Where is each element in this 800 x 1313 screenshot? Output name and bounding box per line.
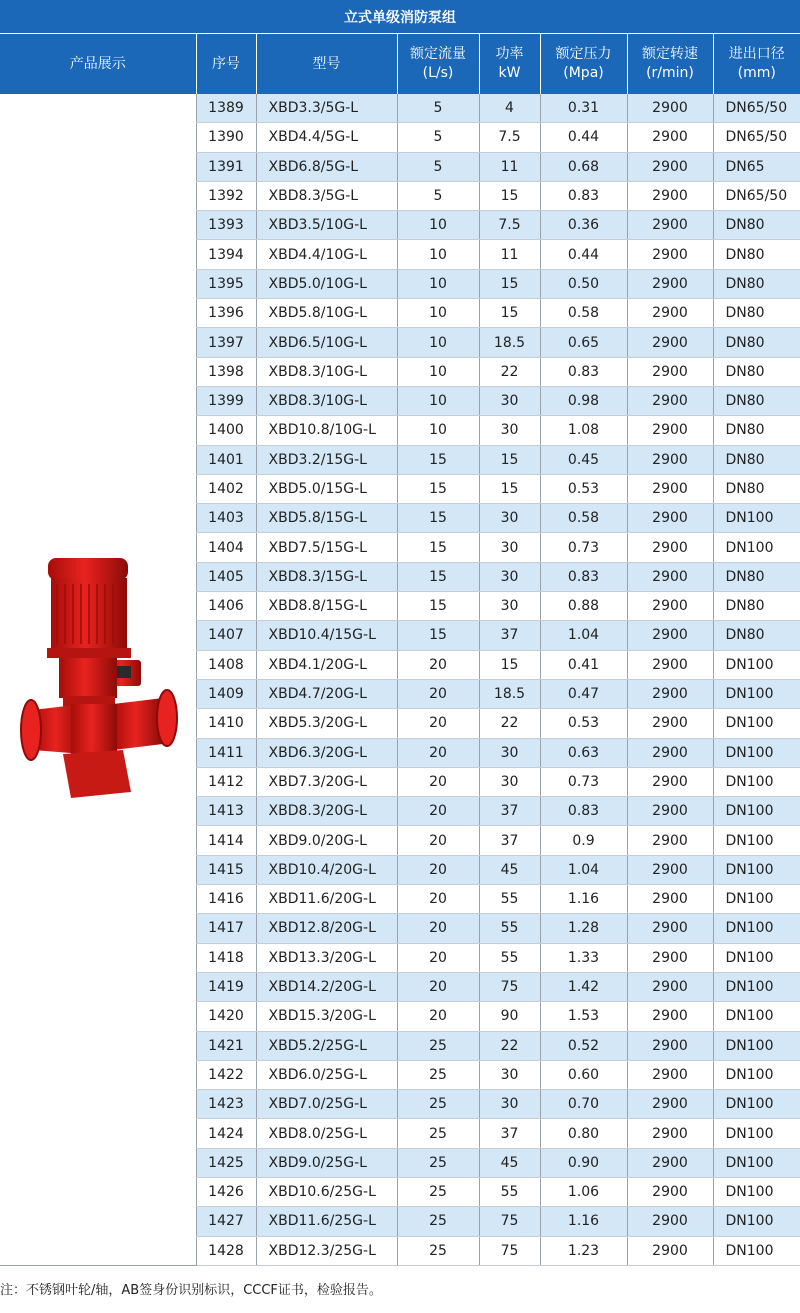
serial-cell: 1393 xyxy=(196,211,256,240)
port-cell: DN100 xyxy=(713,943,800,972)
model-cell: XBD5.8/10G-L xyxy=(256,299,397,328)
serial-cell: 1419 xyxy=(196,972,256,1001)
serial-cell: 1410 xyxy=(196,709,256,738)
power-cell: 18.5 xyxy=(479,679,540,708)
speed-cell: 2900 xyxy=(627,240,713,269)
speed-cell: 2900 xyxy=(627,533,713,562)
model-cell: XBD5.8/15G-L xyxy=(256,504,397,533)
power-cell: 45 xyxy=(479,1148,540,1177)
model-cell: XBD7.5/15G-L xyxy=(256,533,397,562)
speed-cell: 2900 xyxy=(627,650,713,679)
power-cell: 30 xyxy=(479,416,540,445)
pressure-cell: 0.80 xyxy=(540,1119,627,1148)
pressure-cell: 0.70 xyxy=(540,1090,627,1119)
pressure-cell: 1.04 xyxy=(540,621,627,650)
speed-cell: 2900 xyxy=(627,1031,713,1060)
speed-cell: 2900 xyxy=(627,1236,713,1265)
port-cell: DN80 xyxy=(713,474,800,503)
speed-cell: 2900 xyxy=(627,1002,713,1031)
pressure-cell: 0.31 xyxy=(540,94,627,123)
speed-cell: 2900 xyxy=(627,504,713,533)
model-cell: XBD5.3/20G-L xyxy=(256,709,397,738)
speed-cell: 2900 xyxy=(627,152,713,181)
table-title: 立式单级消防泵组 xyxy=(0,0,800,33)
port-cell: DN100 xyxy=(713,885,800,914)
power-cell: 15 xyxy=(479,269,540,298)
speed-cell: 2900 xyxy=(627,123,713,152)
model-cell: XBD8.8/15G-L xyxy=(256,592,397,621)
flow-cell: 20 xyxy=(397,679,479,708)
serial-cell: 1417 xyxy=(196,914,256,943)
flow-cell: 20 xyxy=(397,767,479,796)
port-cell: DN65 xyxy=(713,152,800,181)
port-cell: DN80 xyxy=(713,357,800,386)
flow-cell: 25 xyxy=(397,1148,479,1177)
serial-cell: 1412 xyxy=(196,767,256,796)
speed-cell: 2900 xyxy=(627,826,713,855)
speed-cell: 2900 xyxy=(627,562,713,591)
pressure-cell: 1.53 xyxy=(540,1002,627,1031)
power-cell: 15 xyxy=(479,474,540,503)
power-cell: 15 xyxy=(479,650,540,679)
model-cell: XBD14.2/20G-L xyxy=(256,972,397,1001)
serial-cell: 1395 xyxy=(196,269,256,298)
pressure-cell: 0.9 xyxy=(540,826,627,855)
power-cell: 37 xyxy=(479,1119,540,1148)
serial-cell: 1424 xyxy=(196,1119,256,1148)
power-cell: 75 xyxy=(479,972,540,1001)
port-cell: DN100 xyxy=(713,1148,800,1177)
model-cell: XBD3.5/10G-L xyxy=(256,211,397,240)
speed-cell: 2900 xyxy=(627,797,713,826)
flow-cell: 20 xyxy=(397,650,479,679)
power-cell: 22 xyxy=(479,1031,540,1060)
port-cell: DN65/50 xyxy=(713,181,800,210)
serial-cell: 1398 xyxy=(196,357,256,386)
fire-pump-icon xyxy=(13,554,183,804)
pressure-cell: 0.41 xyxy=(540,650,627,679)
flow-cell: 15 xyxy=(397,474,479,503)
speed-cell: 2900 xyxy=(627,972,713,1001)
flow-cell: 15 xyxy=(397,504,479,533)
pressure-cell: 0.60 xyxy=(540,1060,627,1089)
speed-cell: 2900 xyxy=(627,1060,713,1089)
speed-cell: 2900 xyxy=(627,474,713,503)
port-cell: DN100 xyxy=(713,1031,800,1060)
flow-cell: 10 xyxy=(397,240,479,269)
port-cell: DN80 xyxy=(713,562,800,591)
port-cell: DN80 xyxy=(713,211,800,240)
header-flow: 额定流量 (L/s) xyxy=(397,34,479,94)
serial-cell: 1420 xyxy=(196,1002,256,1031)
model-cell: XBD4.7/20G-L xyxy=(256,679,397,708)
serial-cell: 1397 xyxy=(196,328,256,357)
model-cell: XBD9.0/20G-L xyxy=(256,826,397,855)
model-cell: XBD8.3/10G-L xyxy=(256,386,397,415)
speed-cell: 2900 xyxy=(627,1148,713,1177)
flow-cell: 10 xyxy=(397,416,479,445)
model-cell: XBD3.2/15G-L xyxy=(256,445,397,474)
serial-cell: 1394 xyxy=(196,240,256,269)
speed-cell: 2900 xyxy=(627,1207,713,1236)
model-cell: XBD6.8/5G-L xyxy=(256,152,397,181)
speed-cell: 2900 xyxy=(627,1177,713,1206)
pressure-cell: 0.47 xyxy=(540,679,627,708)
port-cell: DN100 xyxy=(713,797,800,826)
power-cell: 22 xyxy=(479,709,540,738)
power-cell: 30 xyxy=(479,592,540,621)
model-cell: XBD7.0/25G-L xyxy=(256,1090,397,1119)
model-cell: XBD9.0/25G-L xyxy=(256,1148,397,1177)
port-cell: DN100 xyxy=(713,972,800,1001)
port-cell: DN65/50 xyxy=(713,94,800,123)
power-cell: 75 xyxy=(479,1236,540,1265)
speed-cell: 2900 xyxy=(627,621,713,650)
port-cell: DN80 xyxy=(713,328,800,357)
power-cell: 7.5 xyxy=(479,123,540,152)
port-cell: DN100 xyxy=(713,914,800,943)
header-serial: 序号 xyxy=(196,34,256,94)
model-cell: XBD5.0/15G-L xyxy=(256,474,397,503)
power-cell: 15 xyxy=(479,299,540,328)
pressure-cell: 1.04 xyxy=(540,855,627,884)
pressure-cell: 1.23 xyxy=(540,1236,627,1265)
power-cell: 7.5 xyxy=(479,211,540,240)
speed-cell: 2900 xyxy=(627,738,713,767)
port-cell: DN100 xyxy=(713,709,800,738)
model-cell: XBD15.3/20G-L xyxy=(256,1002,397,1031)
power-cell: 55 xyxy=(479,914,540,943)
power-cell: 11 xyxy=(479,152,540,181)
model-cell: XBD8.3/5G-L xyxy=(256,181,397,210)
flow-cell: 20 xyxy=(397,885,479,914)
pressure-cell: 0.83 xyxy=(540,357,627,386)
flow-cell: 20 xyxy=(397,738,479,767)
flow-cell: 10 xyxy=(397,299,479,328)
speed-cell: 2900 xyxy=(627,299,713,328)
power-cell: 90 xyxy=(479,1002,540,1031)
pressure-cell: 0.98 xyxy=(540,386,627,415)
speed-cell: 2900 xyxy=(627,1090,713,1119)
power-cell: 55 xyxy=(479,943,540,972)
serial-cell: 1402 xyxy=(196,474,256,503)
speed-cell: 2900 xyxy=(627,211,713,240)
serial-cell: 1411 xyxy=(196,738,256,767)
power-cell: 30 xyxy=(479,1060,540,1089)
spec-table xyxy=(0,34,800,1266)
speed-cell: 2900 xyxy=(627,767,713,796)
model-cell: XBD11.6/20G-L xyxy=(256,885,397,914)
flow-cell: 10 xyxy=(397,386,479,415)
pressure-cell: 0.83 xyxy=(540,797,627,826)
port-cell: DN100 xyxy=(713,1236,800,1265)
port-cell: DN100 xyxy=(713,1090,800,1119)
pressure-cell: 0.73 xyxy=(540,533,627,562)
serial-cell: 1401 xyxy=(196,445,256,474)
model-cell: XBD4.4/5G-L xyxy=(256,123,397,152)
port-cell: DN100 xyxy=(713,1119,800,1148)
speed-cell: 2900 xyxy=(627,1119,713,1148)
speed-cell: 2900 xyxy=(627,679,713,708)
port-cell: DN100 xyxy=(713,504,800,533)
serial-cell: 1421 xyxy=(196,1031,256,1060)
port-cell: DN100 xyxy=(713,1060,800,1089)
pressure-cell: 0.36 xyxy=(540,211,627,240)
pressure-cell: 1.16 xyxy=(540,885,627,914)
flow-cell: 15 xyxy=(397,533,479,562)
header-port: 进出口径 (mm) xyxy=(713,34,800,94)
flow-cell: 25 xyxy=(397,1119,479,1148)
speed-cell: 2900 xyxy=(627,181,713,210)
serial-cell: 1399 xyxy=(196,386,256,415)
model-cell: XBD13.3/20G-L xyxy=(256,943,397,972)
speed-cell: 2900 xyxy=(627,855,713,884)
flow-cell: 20 xyxy=(397,855,479,884)
flow-cell: 20 xyxy=(397,972,479,1001)
flow-cell: 10 xyxy=(397,211,479,240)
pressure-cell: 0.83 xyxy=(540,181,627,210)
pressure-cell: 0.58 xyxy=(540,504,627,533)
model-cell: XBD6.0/25G-L xyxy=(256,1060,397,1089)
port-cell: DN100 xyxy=(713,1002,800,1031)
serial-cell: 1414 xyxy=(196,826,256,855)
model-cell: XBD12.8/20G-L xyxy=(256,914,397,943)
port-cell: DN80 xyxy=(713,621,800,650)
port-cell: DN80 xyxy=(713,592,800,621)
power-cell: 15 xyxy=(479,445,540,474)
serial-cell: 1391 xyxy=(196,152,256,181)
power-cell: 55 xyxy=(479,885,540,914)
flow-cell: 25 xyxy=(397,1060,479,1089)
flow-cell: 15 xyxy=(397,562,479,591)
table-row xyxy=(0,94,800,123)
power-cell: 18.5 xyxy=(479,328,540,357)
port-cell: DN100 xyxy=(713,767,800,796)
flow-cell: 5 xyxy=(397,181,479,210)
serial-cell: 1418 xyxy=(196,943,256,972)
model-cell: XBD6.3/20G-L xyxy=(256,738,397,767)
pressure-cell: 0.58 xyxy=(540,299,627,328)
flow-cell: 5 xyxy=(397,152,479,181)
header-power: 功率 kW xyxy=(479,34,540,94)
serial-cell: 1400 xyxy=(196,416,256,445)
speed-cell: 2900 xyxy=(627,592,713,621)
power-cell: 30 xyxy=(479,504,540,533)
speed-cell: 2900 xyxy=(627,943,713,972)
pressure-cell: 0.44 xyxy=(540,123,627,152)
serial-cell: 1404 xyxy=(196,533,256,562)
port-cell: DN80 xyxy=(713,386,800,415)
flow-cell: 25 xyxy=(397,1031,479,1060)
model-cell: XBD3.3/5G-L xyxy=(256,94,397,123)
port-cell: DN100 xyxy=(713,1207,800,1236)
pressure-cell: 0.68 xyxy=(540,152,627,181)
serial-cell: 1409 xyxy=(196,679,256,708)
flow-cell: 25 xyxy=(397,1236,479,1265)
power-cell: 30 xyxy=(479,386,540,415)
pressure-cell: 1.28 xyxy=(540,914,627,943)
pressure-cell: 0.83 xyxy=(540,562,627,591)
serial-cell: 1406 xyxy=(196,592,256,621)
flow-cell: 10 xyxy=(397,357,479,386)
flow-cell: 20 xyxy=(397,943,479,972)
serial-cell: 1408 xyxy=(196,650,256,679)
speed-cell: 2900 xyxy=(627,357,713,386)
power-cell: 4 xyxy=(479,94,540,123)
power-cell: 55 xyxy=(479,1177,540,1206)
serial-cell: 1407 xyxy=(196,621,256,650)
power-cell: 15 xyxy=(479,181,540,210)
flow-cell: 10 xyxy=(397,328,479,357)
power-cell: 30 xyxy=(479,562,540,591)
power-cell: 37 xyxy=(479,797,540,826)
speed-cell: 2900 xyxy=(627,386,713,415)
port-cell: DN100 xyxy=(713,650,800,679)
power-cell: 45 xyxy=(479,855,540,884)
header-row xyxy=(0,34,800,94)
header-speed: 额定转速 (r/min) xyxy=(627,34,713,94)
power-cell: 37 xyxy=(479,621,540,650)
pressure-cell: 1.33 xyxy=(540,943,627,972)
pressure-cell: 1.42 xyxy=(540,972,627,1001)
serial-cell: 1390 xyxy=(196,123,256,152)
flow-cell: 20 xyxy=(397,709,479,738)
model-cell: XBD10.4/15G-L xyxy=(256,621,397,650)
port-cell: DN65/50 xyxy=(713,123,800,152)
serial-cell: 1405 xyxy=(196,562,256,591)
model-cell: XBD8.3/20G-L xyxy=(256,797,397,826)
pressure-cell: 0.53 xyxy=(540,709,627,738)
flow-cell: 20 xyxy=(397,797,479,826)
speed-cell: 2900 xyxy=(627,709,713,738)
footnote: 注：不锈钢叶轮/轴，AB签身份识别标识，CCCF证书，检验报告。 xyxy=(0,1283,382,1298)
pressure-cell: 0.63 xyxy=(540,738,627,767)
flow-cell: 15 xyxy=(397,592,479,621)
port-cell: DN80 xyxy=(713,240,800,269)
power-cell: 30 xyxy=(479,533,540,562)
speed-cell: 2900 xyxy=(627,885,713,914)
flow-cell: 25 xyxy=(397,1207,479,1236)
speed-cell: 2900 xyxy=(627,416,713,445)
serial-cell: 1427 xyxy=(196,1207,256,1236)
model-cell: XBD5.2/25G-L xyxy=(256,1031,397,1060)
flow-cell: 5 xyxy=(397,123,479,152)
model-cell: XBD7.3/20G-L xyxy=(256,767,397,796)
flow-cell: 5 xyxy=(397,94,479,123)
model-cell: XBD4.4/10G-L xyxy=(256,240,397,269)
speed-cell: 2900 xyxy=(627,914,713,943)
header-model: 型号 xyxy=(256,34,397,94)
flow-cell: 20 xyxy=(397,826,479,855)
serial-cell: 1389 xyxy=(196,94,256,123)
serial-cell: 1423 xyxy=(196,1090,256,1119)
power-cell: 37 xyxy=(479,826,540,855)
power-cell: 30 xyxy=(479,767,540,796)
serial-cell: 1392 xyxy=(196,181,256,210)
port-cell: DN100 xyxy=(713,533,800,562)
flow-cell: 25 xyxy=(397,1177,479,1206)
flow-cell: 15 xyxy=(397,621,479,650)
flow-cell: 15 xyxy=(397,445,479,474)
power-cell: 30 xyxy=(479,738,540,767)
port-cell: DN80 xyxy=(713,269,800,298)
port-cell: DN100 xyxy=(713,855,800,884)
model-cell: XBD10.6/25G-L xyxy=(256,1177,397,1206)
speed-cell: 2900 xyxy=(627,328,713,357)
port-cell: DN100 xyxy=(713,738,800,767)
port-cell: DN100 xyxy=(713,679,800,708)
port-cell: DN100 xyxy=(713,1177,800,1206)
serial-cell: 1413 xyxy=(196,797,256,826)
model-cell: XBD10.8/10G-L xyxy=(256,416,397,445)
speed-cell: 2900 xyxy=(627,94,713,123)
model-cell: XBD4.1/20G-L xyxy=(256,650,397,679)
header-pressure: 额定压力 (Mpa) xyxy=(540,34,627,94)
flow-cell: 20 xyxy=(397,914,479,943)
model-cell: XBD12.3/25G-L xyxy=(256,1236,397,1265)
model-cell: XBD10.4/20G-L xyxy=(256,855,397,884)
model-cell: XBD8.3/10G-L xyxy=(256,357,397,386)
flow-cell: 10 xyxy=(397,269,479,298)
serial-cell: 1396 xyxy=(196,299,256,328)
pressure-cell: 0.88 xyxy=(540,592,627,621)
power-cell: 30 xyxy=(479,1090,540,1119)
serial-cell: 1422 xyxy=(196,1060,256,1089)
pressure-cell: 0.44 xyxy=(540,240,627,269)
port-cell: DN100 xyxy=(713,826,800,855)
power-cell: 11 xyxy=(479,240,540,269)
serial-cell: 1415 xyxy=(196,855,256,884)
pressure-cell: 1.06 xyxy=(540,1177,627,1206)
pressure-cell: 0.45 xyxy=(540,445,627,474)
port-cell: DN80 xyxy=(713,416,800,445)
flow-cell: 20 xyxy=(397,1002,479,1031)
pressure-cell: 1.08 xyxy=(540,416,627,445)
serial-cell: 1425 xyxy=(196,1148,256,1177)
model-cell: XBD6.5/10G-L xyxy=(256,328,397,357)
product-image-cell xyxy=(0,94,196,1265)
serial-cell: 1403 xyxy=(196,504,256,533)
serial-cell: 1426 xyxy=(196,1177,256,1206)
speed-cell: 2900 xyxy=(627,445,713,474)
pressure-cell: 0.65 xyxy=(540,328,627,357)
pressure-cell: 0.90 xyxy=(540,1148,627,1177)
power-cell: 75 xyxy=(479,1207,540,1236)
pressure-cell: 1.16 xyxy=(540,1207,627,1236)
pressure-cell: 0.52 xyxy=(540,1031,627,1060)
pressure-cell: 0.53 xyxy=(540,474,627,503)
model-cell: XBD8.3/15G-L xyxy=(256,562,397,591)
serial-cell: 1416 xyxy=(196,885,256,914)
pressure-cell: 0.73 xyxy=(540,767,627,796)
model-cell: XBD11.6/25G-L xyxy=(256,1207,397,1236)
header-product: 产品展示 xyxy=(0,34,196,94)
speed-cell: 2900 xyxy=(627,269,713,298)
port-cell: DN80 xyxy=(713,299,800,328)
flow-cell: 25 xyxy=(397,1090,479,1119)
model-cell: XBD8.0/25G-L xyxy=(256,1119,397,1148)
power-cell: 22 xyxy=(479,357,540,386)
pump-image xyxy=(0,554,196,804)
serial-cell: 1428 xyxy=(196,1236,256,1265)
model-cell: XBD5.0/10G-L xyxy=(256,269,397,298)
pressure-cell: 0.50 xyxy=(540,269,627,298)
port-cell: DN80 xyxy=(713,445,800,474)
